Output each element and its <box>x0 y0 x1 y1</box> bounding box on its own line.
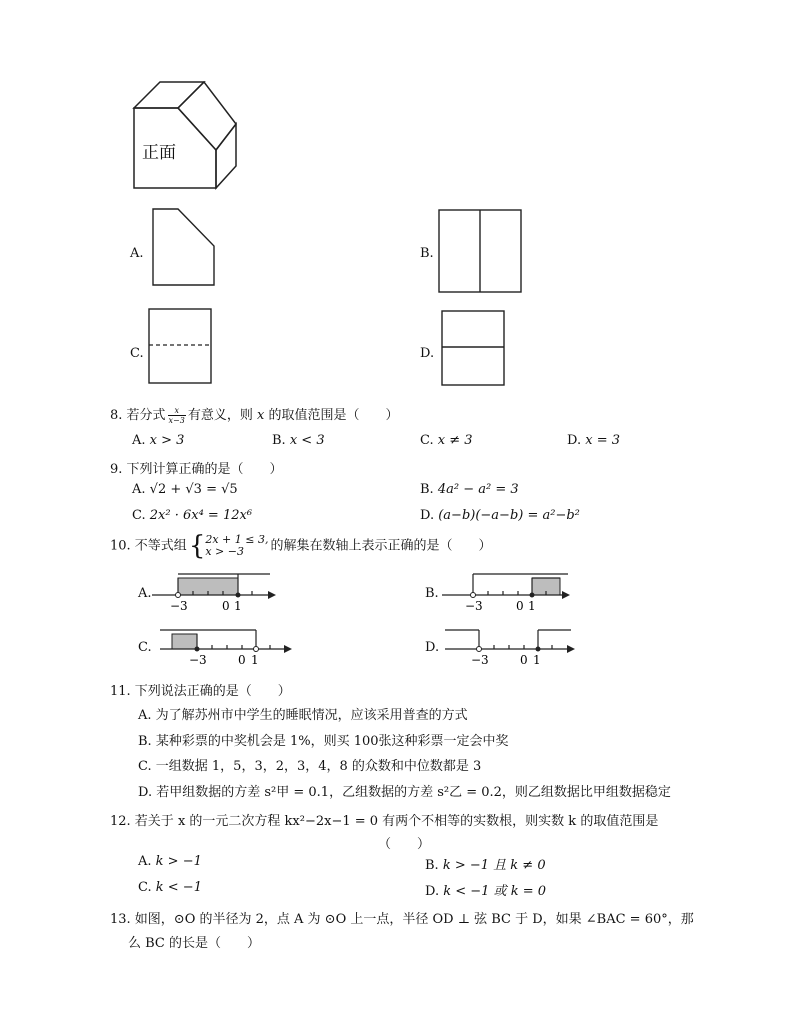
q10-system: { 2x + 1 ≤ 3, x > −3 <box>188 531 269 561</box>
q12-option-a-letter: A. <box>138 854 152 869</box>
q10-a-tick-0: 0 <box>222 599 230 613</box>
q9-option-b-letter: B. <box>420 482 434 497</box>
q10-option-b-letter: B. <box>425 586 439 601</box>
q11-option-d-letter: D. <box>138 785 153 800</box>
q9-option-a-expr: √2 + √3 = √5 <box>149 482 238 497</box>
q10-option-b-numberline[interactable] <box>440 570 575 614</box>
q13-stem-line1: 13. 如图，⊙O 的半径为 2，点 A 为 ⊙O 上一点，半径 OD ⊥ 弦 BC 于 D，如果 ∠BAC = 60°，那 <box>110 912 694 927</box>
q10-suffix: 的解集在数轴上表示正确的是（ ） <box>270 538 492 554</box>
q8-var: x <box>257 408 265 423</box>
q10-prefix: 10. 不等式组 <box>110 538 187 554</box>
q12-paren: （ ） <box>378 837 431 852</box>
q7-option-a-figure[interactable] <box>150 206 218 288</box>
q8-option-b-expr: x < 3 <box>289 433 325 448</box>
q10-a-tick--3: −3 <box>170 599 188 613</box>
q9-option-d-letter: D. <box>420 508 435 523</box>
q9-option-c-expr: 2x² · 6x⁴ = 12x⁶ <box>149 508 253 523</box>
q8-option-a[interactable] <box>132 433 184 448</box>
q12-stem: 12. 若关于 x 的一元二次方程 kx²−2x−1 = 0 有两个不相等的实数根，则实数 k 的取值范围是 <box>110 814 659 829</box>
q8-option-b[interactable] <box>272 433 325 448</box>
q11-option-a-text: 为了解苏州市中学生的睡眠情况，应该采用普查的方式 <box>155 708 468 723</box>
q10-option-c-letter: C. <box>138 640 152 655</box>
q7-option-c-figure[interactable] <box>147 307 213 385</box>
q8-option-d[interactable] <box>567 433 620 448</box>
q7-option-d-figure[interactable] <box>440 309 506 387</box>
q10-option-d-letter: D. <box>425 640 440 655</box>
q8-middle: 有意义，则 <box>187 408 253 423</box>
q12-option-b[interactable] <box>425 854 546 873</box>
q11-option-d[interactable] <box>138 781 671 800</box>
q9-option-b-expr: 4a² − a² = 3 <box>437 482 519 497</box>
q10-d-tick-0: 0 <box>520 653 528 667</box>
q12-option-d-letter: D. <box>425 884 440 899</box>
solid-front-label: 正面 <box>142 143 176 163</box>
q9-option-c[interactable] <box>132 508 252 523</box>
q8-option-d-letter: D. <box>567 433 582 448</box>
q11-option-b-text: 某种彩票的中奖机会是 1%，则买 100张这种彩票一定会中奖 <box>155 734 509 749</box>
q10-option-d-numberline[interactable] <box>443 624 578 668</box>
q12-option-c[interactable] <box>138 880 202 895</box>
q9-stem: 9. 下列计算正确的是（ ） <box>110 462 283 477</box>
q12-option-a[interactable] <box>138 854 202 869</box>
solid-figure <box>128 78 243 194</box>
q8-fraction <box>168 406 186 425</box>
q11-option-a[interactable] <box>138 704 468 723</box>
q8-suffix: 的取值范围是（ ） <box>268 408 399 423</box>
q10-option-a-numberline[interactable] <box>150 570 280 614</box>
q10-option-a-letter: A. <box>138 586 152 601</box>
q10-stem <box>110 531 492 561</box>
q12-option-a-expr: k > −1 <box>155 854 202 869</box>
q10-d-tick-1: 1 <box>533 653 541 667</box>
q12-option-b-letter: B. <box>425 858 439 873</box>
q11-option-c[interactable] <box>138 755 481 774</box>
q12-option-c-letter: C. <box>138 880 152 895</box>
q11-option-c-letter: C. <box>138 759 152 774</box>
q7-option-b-letter: B. <box>420 246 434 261</box>
q8-frac-num: x <box>168 406 186 416</box>
q8-frac-den: x−3 <box>168 416 185 425</box>
q8-option-a-expr: x > 3 <box>149 433 185 448</box>
q10-line1: 2x + 1 ≤ 3, <box>205 533 269 546</box>
q12-option-d[interactable] <box>425 880 546 899</box>
q7-option-d-letter: D. <box>420 346 435 361</box>
q11-stem: 11. 下列说法正确的是（ ） <box>110 684 291 699</box>
q8-stem <box>110 404 399 425</box>
q10-a-tick-1: 1 <box>234 599 242 613</box>
q7-option-c-letter: C. <box>130 346 144 361</box>
q10-option-c-numberline[interactable] <box>158 624 293 668</box>
q8-option-c-expr: x ≠ 3 <box>437 433 473 448</box>
q8-option-d-expr: x = 3 <box>585 433 620 448</box>
q11-option-a-letter: A. <box>138 708 152 723</box>
q9-option-a[interactable] <box>132 482 238 497</box>
q9-option-c-letter: C. <box>132 508 146 523</box>
q9-option-a-letter: A. <box>132 482 146 497</box>
q8-option-c-letter: C. <box>420 433 434 448</box>
q11-option-b-letter: B. <box>138 734 152 749</box>
q7-option-b-figure[interactable] <box>437 208 523 294</box>
q10-c-tick-1: 1 <box>251 653 259 667</box>
q13-stem-line2: 么 BC 的长是（ ） <box>128 936 261 951</box>
q10-c-tick--3: −3 <box>189 653 207 667</box>
q10-line2: x > −3 <box>205 545 244 558</box>
q8-prefix: 8. 若分式 <box>110 408 166 423</box>
q9-option-b[interactable] <box>420 482 519 497</box>
q12-option-c-expr: k < −1 <box>155 880 202 895</box>
q11-option-d-text: 若甲组数据的方差 s²甲 = 0.1，乙组数据的方差 s²乙 = 0.2，则乙组数据比甲组数据稳定 <box>156 785 671 800</box>
q10-c-tick-0: 0 <box>238 653 246 667</box>
q11-option-c-text: 一组数据 1，5，3，2，3，4，8 的众数和中位数都是 3 <box>155 759 482 774</box>
q12-option-b-expr: k > −1 且 k ≠ 0 <box>442 858 546 873</box>
q11-option-b[interactable] <box>138 730 509 749</box>
q9-option-d-expr: (a−b)(−a−b) = a²−b² <box>438 508 580 523</box>
q9-option-d[interactable] <box>420 508 580 523</box>
q8-option-c[interactable] <box>420 433 473 448</box>
q10-b-tick-1: 1 <box>528 599 536 613</box>
q8-option-a-letter: A. <box>132 433 146 448</box>
q12-option-d-expr: k < −1 或 k = 0 <box>443 884 547 899</box>
q7-option-a-letter: A. <box>130 246 144 261</box>
q10-b-tick-0: 0 <box>516 599 524 613</box>
q10-d-tick--3: −3 <box>471 653 489 667</box>
q8-option-b-letter: B. <box>272 433 286 448</box>
q10-b-tick--3: −3 <box>465 599 483 613</box>
